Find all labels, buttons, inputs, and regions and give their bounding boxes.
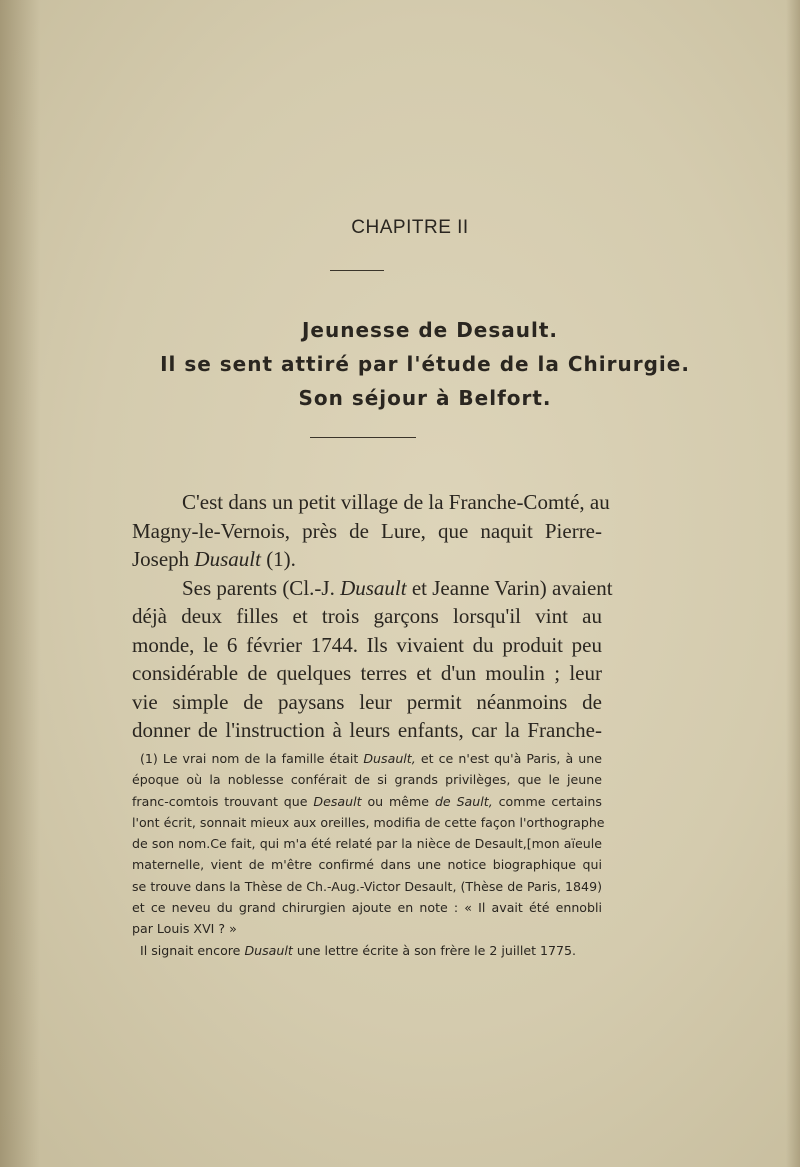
footnote-line: l'ont écrit, sonnait mieux aux oreilles, modifia de cette façon l'orthographe [132,814,605,830]
body-paragraphs [132,488,613,745]
footnote-line: et ce neveu du grand chirurgien ajoute en note : « Il avait été ennobli [132,900,602,916]
name-dusault: Dusault [340,575,407,600]
body-line: donner de l'instruction à leurs enfants, car la Franche- [132,718,602,742]
body-line: Joseph Dusault (1). [132,547,296,571]
subtitle-line-3: Son séjour à Belfort. [298,386,552,410]
divider-rule-top [330,270,384,271]
divider-rule-bottom [310,437,416,438]
footnote-line: époque où la noblesse conférait de si grands privilèges, que le jeune [132,772,602,788]
footnote-line: Il signait encore Dusault une lettre écrite à son frère le 2 juillet 1775. [140,942,577,958]
body-line: considérable de quelques terres et d'un moulin ; leur [132,661,602,685]
body-line: déjà deux filles et trois garçons lorsqu'il vint au [132,604,602,628]
footnote-line: se trouve dans la Thèse de Ch.-Aug.-Victor Desault, (Thèse de Paris, 1849) [132,878,602,894]
footnote-line: (1) Le vrai nom de la famille était Dusault, et ce n'est qu'à Paris, à une [140,751,602,766]
body-line: Magny-le-Vernois, près de Lure, que naquit Pierre- [132,518,602,543]
subtitle-line-2: Il se sent attiré par l'étude de la Chirurgie. [160,352,690,376]
footnote-line: de son nom.Ce fait, qui m'a été relaté par la nièce de Desault,[mon aïeule [132,836,602,852]
body-line: Ses parents (Cl.-J. Dusault et Jeanne Varin) avaient [182,575,613,600]
footnote-line: franc-comtois trouvant que Desault ou même de Sault, comme certains [132,793,602,809]
body-line: vie simple de paysans leur permit néanmoins de [132,689,602,714]
subtitle-line-1: Jeunesse de Desault. [301,318,559,342]
footnotes [132,748,605,961]
chapter-title: CHAPITRE II [351,217,469,238]
footnote-line: maternelle, vient de m'être confirmé dans une notice biographique qui [132,857,602,873]
footnote-line: par Louis XVI ? » [132,921,237,937]
name-dusault: Dusault [194,547,261,571]
body-line: C'est dans un petit village de la Franche-Comté, au [182,490,610,514]
body-line: monde, le 6 février 1744. Ils vivaient du produit peu [132,632,602,657]
